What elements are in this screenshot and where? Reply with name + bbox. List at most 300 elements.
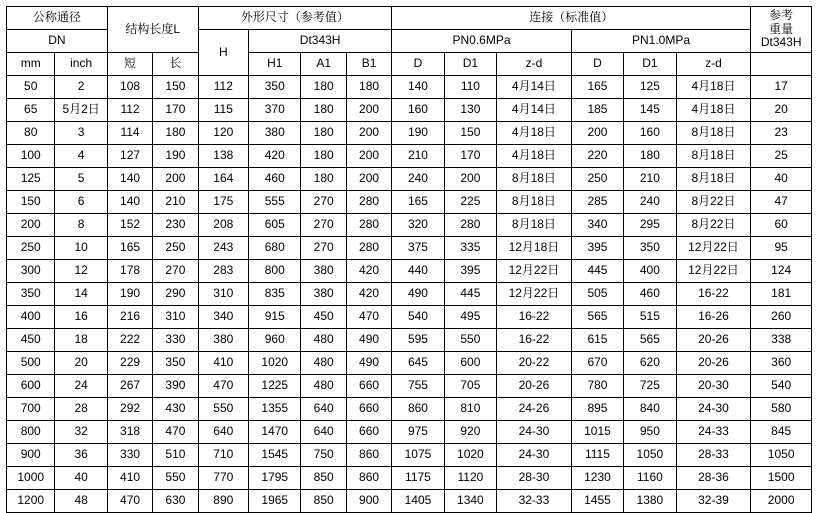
header-unit-weight — [751, 53, 812, 76]
cell-weight: 60 — [751, 214, 812, 237]
cell-zd-pn10: 8月18日 — [676, 168, 751, 191]
cell-d-pn06: 320 — [392, 214, 444, 237]
cell-h: 380 — [198, 329, 248, 352]
cell-d-pn10: 1230 — [571, 467, 623, 490]
table-row — [7, 214, 812, 237]
cell-dn-inch: 5月2日 — [55, 99, 107, 122]
header-unit-zd-pn10: z-d — [676, 53, 751, 76]
cell-a1: 180 — [301, 168, 346, 191]
header-unit-long: 长 — [153, 53, 198, 76]
cell-b1: 490 — [346, 352, 391, 375]
cell-zd-pn06: 12月22日 — [497, 283, 572, 306]
cell-weight: 2000 — [751, 490, 812, 513]
header-unit-mm: mm — [7, 53, 55, 76]
header-dims-group: 外形尺寸（参考值） — [198, 7, 392, 30]
table-row — [7, 329, 812, 352]
cell-length-short: 112 — [107, 99, 152, 122]
cell-zd-pn06: 4月14日 — [497, 99, 572, 122]
cell-zd-pn06: 16-22 — [497, 329, 572, 352]
cell-zd-pn06: 4月14日 — [497, 76, 572, 99]
cell-a1: 640 — [301, 398, 346, 421]
cell-weight: 181 — [751, 283, 812, 306]
cell-b1: 420 — [346, 260, 391, 283]
cell-zd-pn06: 20-26 — [497, 375, 572, 398]
cell-d1-pn06: 280 — [444, 214, 496, 237]
cell-h1: 420 — [249, 145, 301, 168]
cell-h1: 350 — [249, 76, 301, 99]
header-h: H — [198, 30, 248, 76]
cell-d1-pn06: 110 — [444, 76, 496, 99]
cell-dn-mm: 800 — [7, 421, 55, 444]
cell-d-pn06: 595 — [392, 329, 444, 352]
cell-dn-inch: 6 — [55, 191, 107, 214]
cell-b1: 180 — [346, 76, 391, 99]
cell-d1-pn06: 335 — [444, 237, 496, 260]
header-dn: DN — [7, 30, 108, 53]
cell-h: 340 — [198, 306, 248, 329]
cell-h: 890 — [198, 490, 248, 513]
cell-length-short: 152 — [107, 214, 152, 237]
cell-b1: 900 — [346, 490, 391, 513]
table-row — [7, 283, 812, 306]
cell-zd-pn10: 8月22日 — [676, 191, 751, 214]
cell-weight: 845 — [751, 421, 812, 444]
cell-d-pn06: 1175 — [392, 467, 444, 490]
cell-h1: 1355 — [249, 398, 301, 421]
cell-dn-mm: 300 — [7, 260, 55, 283]
cell-h: 112 — [198, 76, 248, 99]
cell-zd-pn06: 20-22 — [497, 352, 572, 375]
cell-weight: 95 — [751, 237, 812, 260]
cell-d1-pn06: 705 — [444, 375, 496, 398]
header-unit-d-pn10: D — [571, 53, 623, 76]
cell-b1: 200 — [346, 145, 391, 168]
cell-b1: 470 — [346, 306, 391, 329]
cell-h1: 960 — [249, 329, 301, 352]
cell-weight: 1500 — [751, 467, 812, 490]
header-weight-sublabel: Dt343H — [760, 35, 802, 50]
cell-d1-pn06: 550 — [444, 329, 496, 352]
cell-dn-mm: 125 — [7, 168, 55, 191]
cell-length-long: 230 — [153, 214, 198, 237]
cell-h1: 1965 — [249, 490, 301, 513]
header-unit-d1-pn10: D1 — [624, 53, 676, 76]
cell-zd-pn10: 8月18日 — [676, 145, 751, 168]
cell-b1: 490 — [346, 329, 391, 352]
cell-h1: 555 — [249, 191, 301, 214]
cell-zd-pn06: 8月18日 — [497, 168, 572, 191]
cell-dn-inch: 8 — [55, 214, 107, 237]
cell-dn-inch: 12 — [55, 260, 107, 283]
cell-d-pn06: 860 — [392, 398, 444, 421]
cell-b1: 280 — [346, 214, 391, 237]
cell-length-long: 180 — [153, 122, 198, 145]
table-row — [7, 99, 812, 122]
cell-dn-inch: 40 — [55, 467, 107, 490]
cell-d-pn10: 340 — [571, 214, 623, 237]
cell-length-long: 290 — [153, 283, 198, 306]
cell-h1: 460 — [249, 168, 301, 191]
cell-length-long: 630 — [153, 490, 198, 513]
cell-d-pn10: 565 — [571, 306, 623, 329]
cell-b1: 860 — [346, 444, 391, 467]
cell-dn-mm: 50 — [7, 76, 55, 99]
cell-zd-pn10: 24-33 — [676, 421, 751, 444]
cell-d1-pn10: 725 — [624, 375, 676, 398]
cell-d-pn10: 895 — [571, 398, 623, 421]
cell-d-pn10: 505 — [571, 283, 623, 306]
cell-h: 410 — [198, 352, 248, 375]
specification-table — [6, 6, 812, 513]
cell-length-long: 150 — [153, 76, 198, 99]
cell-weight: 580 — [751, 398, 812, 421]
cell-dn-inch: 4 — [55, 145, 107, 168]
table-row — [7, 352, 812, 375]
cell-h: 164 — [198, 168, 248, 191]
cell-d1-pn10: 145 — [624, 99, 676, 122]
header-row-units — [7, 53, 812, 76]
cell-h: 710 — [198, 444, 248, 467]
cell-h: 470 — [198, 375, 248, 398]
cell-dn-mm: 100 — [7, 145, 55, 168]
cell-dn-inch: 16 — [55, 306, 107, 329]
cell-length-short: 330 — [107, 444, 152, 467]
header-length-group: 结构长度L — [107, 7, 198, 53]
cell-dn-mm: 80 — [7, 122, 55, 145]
cell-b1: 660 — [346, 375, 391, 398]
cell-length-long: 200 — [153, 168, 198, 191]
cell-zd-pn06: 24-26 — [497, 398, 572, 421]
cell-dn-mm: 600 — [7, 375, 55, 398]
cell-weight: 260 — [751, 306, 812, 329]
cell-d1-pn06: 1020 — [444, 444, 496, 467]
table-row — [7, 444, 812, 467]
cell-a1: 270 — [301, 237, 346, 260]
cell-length-long: 170 — [153, 99, 198, 122]
cell-b1: 420 — [346, 283, 391, 306]
cell-length-short: 108 — [107, 76, 152, 99]
cell-d-pn10: 220 — [571, 145, 623, 168]
cell-d-pn10: 285 — [571, 191, 623, 214]
cell-dn-mm: 350 — [7, 283, 55, 306]
cell-b1: 280 — [346, 237, 391, 260]
cell-d-pn10: 615 — [571, 329, 623, 352]
table-body — [7, 76, 812, 513]
cell-d1-pn10: 515 — [624, 306, 676, 329]
cell-length-short: 114 — [107, 122, 152, 145]
cell-h1: 605 — [249, 214, 301, 237]
cell-zd-pn10: 16-26 — [676, 306, 751, 329]
cell-zd-pn10: 20-26 — [676, 352, 751, 375]
cell-d-pn06: 645 — [392, 352, 444, 375]
cell-d1-pn06: 225 — [444, 191, 496, 214]
cell-length-short: 216 — [107, 306, 152, 329]
cell-zd-pn06: 32-33 — [497, 490, 572, 513]
cell-d1-pn10: 350 — [624, 237, 676, 260]
cell-h1: 1545 — [249, 444, 301, 467]
cell-dn-mm: 200 — [7, 214, 55, 237]
cell-length-long: 330 — [153, 329, 198, 352]
table-row — [7, 168, 812, 191]
header-unit-a1: A1 — [301, 53, 346, 76]
cell-dn-mm: 450 — [7, 329, 55, 352]
cell-d-pn06: 375 — [392, 237, 444, 260]
cell-dn-inch: 2 — [55, 76, 107, 99]
header-dt343h: Dt343H — [249, 30, 392, 53]
cell-zd-pn06: 12月22日 — [497, 260, 572, 283]
cell-h: 208 — [198, 214, 248, 237]
cell-length-long: 510 — [153, 444, 198, 467]
cell-dn-inch: 10 — [55, 237, 107, 260]
header-weight-label: 重量 — [769, 21, 794, 36]
cell-dn-inch: 20 — [55, 352, 107, 375]
cell-length-short: 318 — [107, 421, 152, 444]
table-row — [7, 237, 812, 260]
cell-d1-pn10: 620 — [624, 352, 676, 375]
header-unit-b1: B1 — [346, 53, 391, 76]
cell-dn-mm: 900 — [7, 444, 55, 467]
cell-a1: 480 — [301, 352, 346, 375]
cell-zd-pn10: 12月22日 — [676, 237, 751, 260]
cell-d1-pn06: 600 — [444, 352, 496, 375]
cell-length-short: 190 — [107, 283, 152, 306]
header-unit-h1: H1 — [249, 53, 301, 76]
cell-zd-pn10: 32-39 — [676, 490, 751, 513]
cell-length-long: 430 — [153, 398, 198, 421]
cell-zd-pn06: 24-30 — [497, 421, 572, 444]
cell-a1: 480 — [301, 329, 346, 352]
table-row — [7, 490, 812, 513]
cell-d1-pn10: 240 — [624, 191, 676, 214]
cell-zd-pn10: 20-30 — [676, 375, 751, 398]
cell-dn-mm: 500 — [7, 352, 55, 375]
cell-weight: 124 — [751, 260, 812, 283]
cell-zd-pn10: 8月18日 — [676, 122, 751, 145]
cell-d-pn10: 670 — [571, 352, 623, 375]
cell-d1-pn10: 460 — [624, 283, 676, 306]
cell-weight: 47 — [751, 191, 812, 214]
cell-b1: 660 — [346, 398, 391, 421]
cell-zd-pn10: 28-36 — [676, 467, 751, 490]
cell-d-pn06: 440 — [392, 260, 444, 283]
cell-length-short: 178 — [107, 260, 152, 283]
cell-length-short: 140 — [107, 168, 152, 191]
cell-length-long: 550 — [153, 467, 198, 490]
cell-d-pn10: 1115 — [571, 444, 623, 467]
cell-d1-pn10: 210 — [624, 168, 676, 191]
table-row — [7, 467, 812, 490]
cell-h: 115 — [198, 99, 248, 122]
cell-dn-mm: 65 — [7, 99, 55, 122]
cell-h: 283 — [198, 260, 248, 283]
cell-dn-inch: 18 — [55, 329, 107, 352]
cell-b1: 200 — [346, 168, 391, 191]
cell-d-pn06: 210 — [392, 145, 444, 168]
cell-d-pn06: 160 — [392, 99, 444, 122]
cell-d1-pn10: 180 — [624, 145, 676, 168]
header-unit-inch: inch — [55, 53, 107, 76]
cell-zd-pn10: 12月22日 — [676, 260, 751, 283]
cell-h1: 915 — [249, 306, 301, 329]
cell-dn-mm: 700 — [7, 398, 55, 421]
cell-d-pn10: 250 — [571, 168, 623, 191]
cell-length-short: 470 — [107, 490, 152, 513]
cell-weight: 360 — [751, 352, 812, 375]
cell-d-pn06: 755 — [392, 375, 444, 398]
cell-weight: 1050 — [751, 444, 812, 467]
cell-h: 138 — [198, 145, 248, 168]
cell-length-short: 165 — [107, 237, 152, 260]
cell-a1: 480 — [301, 375, 346, 398]
cell-length-long: 350 — [153, 352, 198, 375]
cell-zd-pn10: 28-33 — [676, 444, 751, 467]
cell-d-pn06: 490 — [392, 283, 444, 306]
cell-h1: 800 — [249, 260, 301, 283]
header-reference-group — [751, 7, 812, 53]
cell-dn-inch: 14 — [55, 283, 107, 306]
cell-b1: 860 — [346, 467, 391, 490]
cell-d-pn06: 1405 — [392, 490, 444, 513]
cell-a1: 850 — [301, 490, 346, 513]
cell-length-short: 222 — [107, 329, 152, 352]
cell-weight: 25 — [751, 145, 812, 168]
cell-d1-pn10: 1050 — [624, 444, 676, 467]
cell-d1-pn10: 1160 — [624, 467, 676, 490]
cell-h1: 680 — [249, 237, 301, 260]
table-row — [7, 76, 812, 99]
cell-d-pn06: 975 — [392, 421, 444, 444]
header-connection-group: 连接（标准值） — [392, 7, 751, 30]
cell-length-long: 210 — [153, 191, 198, 214]
cell-dn-mm: 400 — [7, 306, 55, 329]
cell-d1-pn10: 125 — [624, 76, 676, 99]
cell-d-pn10: 200 — [571, 122, 623, 145]
cell-d1-pn06: 200 — [444, 168, 496, 191]
cell-d1-pn06: 130 — [444, 99, 496, 122]
header-unit-d-pn06: D — [392, 53, 444, 76]
cell-a1: 380 — [301, 260, 346, 283]
cell-d1-pn10: 400 — [624, 260, 676, 283]
table-row — [7, 398, 812, 421]
cell-zd-pn10: 20-26 — [676, 329, 751, 352]
table-row — [7, 145, 812, 168]
cell-d1-pn10: 950 — [624, 421, 676, 444]
cell-h1: 380 — [249, 122, 301, 145]
header-dn-group: 公称通径 — [7, 7, 108, 30]
cell-d1-pn06: 810 — [444, 398, 496, 421]
cell-d1-pn06: 150 — [444, 122, 496, 145]
cell-a1: 450 — [301, 306, 346, 329]
cell-weight: 540 — [751, 375, 812, 398]
cell-weight: 40 — [751, 168, 812, 191]
cell-d1-pn06: 170 — [444, 145, 496, 168]
cell-h: 175 — [198, 191, 248, 214]
cell-d-pn10: 165 — [571, 76, 623, 99]
cell-dn-mm: 150 — [7, 191, 55, 214]
cell-length-short: 140 — [107, 191, 152, 214]
cell-d1-pn06: 1120 — [444, 467, 496, 490]
cell-dn-inch: 48 — [55, 490, 107, 513]
cell-a1: 750 — [301, 444, 346, 467]
cell-a1: 180 — [301, 76, 346, 99]
table-row — [7, 306, 812, 329]
cell-length-short: 410 — [107, 467, 152, 490]
cell-a1: 270 — [301, 214, 346, 237]
cell-h1: 370 — [249, 99, 301, 122]
cell-length-short: 267 — [107, 375, 152, 398]
cell-h1: 835 — [249, 283, 301, 306]
cell-zd-pn10: 4月18日 — [676, 76, 751, 99]
cell-dn-inch: 32 — [55, 421, 107, 444]
cell-d-pn10: 780 — [571, 375, 623, 398]
cell-length-short: 127 — [107, 145, 152, 168]
cell-d-pn06: 190 — [392, 122, 444, 145]
cell-weight: 17 — [751, 76, 812, 99]
table-row — [7, 260, 812, 283]
cell-dn-mm: 250 — [7, 237, 55, 260]
cell-d1-pn10: 160 — [624, 122, 676, 145]
cell-d1-pn06: 1340 — [444, 490, 496, 513]
cell-b1: 280 — [346, 191, 391, 214]
cell-length-long: 470 — [153, 421, 198, 444]
cell-zd-pn06: 8月18日 — [497, 191, 572, 214]
cell-d1-pn06: 495 — [444, 306, 496, 329]
cell-zd-pn06: 4月18日 — [497, 145, 572, 168]
cell-d1-pn06: 395 — [444, 260, 496, 283]
cell-a1: 180 — [301, 145, 346, 168]
cell-zd-pn06: 28-30 — [497, 467, 572, 490]
cell-d-pn10: 1455 — [571, 490, 623, 513]
cell-dn-inch: 36 — [55, 444, 107, 467]
header-unit-zd-pn06: z-d — [497, 53, 572, 76]
cell-d-pn10: 395 — [571, 237, 623, 260]
cell-d-pn06: 540 — [392, 306, 444, 329]
cell-dn-inch: 5 — [55, 168, 107, 191]
cell-d-pn10: 1015 — [571, 421, 623, 444]
table-row — [7, 421, 812, 444]
cell-d1-pn06: 920 — [444, 421, 496, 444]
cell-d-pn06: 1075 — [392, 444, 444, 467]
cell-h: 120 — [198, 122, 248, 145]
cell-zd-pn06: 24-30 — [497, 444, 572, 467]
cell-zd-pn06: 8月18日 — [497, 214, 572, 237]
cell-a1: 380 — [301, 283, 346, 306]
cell-d-pn06: 165 — [392, 191, 444, 214]
cell-d1-pn10: 1380 — [624, 490, 676, 513]
cell-dn-mm: 1000 — [7, 467, 55, 490]
cell-d-pn10: 445 — [571, 260, 623, 283]
cell-h: 310 — [198, 283, 248, 306]
header-pn10: PN1.0MPa — [571, 30, 751, 53]
cell-h1: 1225 — [249, 375, 301, 398]
cell-a1: 850 — [301, 467, 346, 490]
cell-h1: 1795 — [249, 467, 301, 490]
cell-d1-pn06: 445 — [444, 283, 496, 306]
cell-zd-pn10: 24-30 — [676, 398, 751, 421]
cell-zd-pn06: 12月18日 — [497, 237, 572, 260]
cell-d-pn06: 240 — [392, 168, 444, 191]
cell-h1: 1020 — [249, 352, 301, 375]
cell-zd-pn06: 16-22 — [497, 306, 572, 329]
cell-dn-inch: 24 — [55, 375, 107, 398]
cell-b1: 200 — [346, 122, 391, 145]
cell-h: 640 — [198, 421, 248, 444]
cell-d1-pn10: 295 — [624, 214, 676, 237]
cell-d1-pn10: 840 — [624, 398, 676, 421]
cell-a1: 180 — [301, 122, 346, 145]
cell-d-pn10: 185 — [571, 99, 623, 122]
header-unit-d1-pn06: D1 — [444, 53, 496, 76]
